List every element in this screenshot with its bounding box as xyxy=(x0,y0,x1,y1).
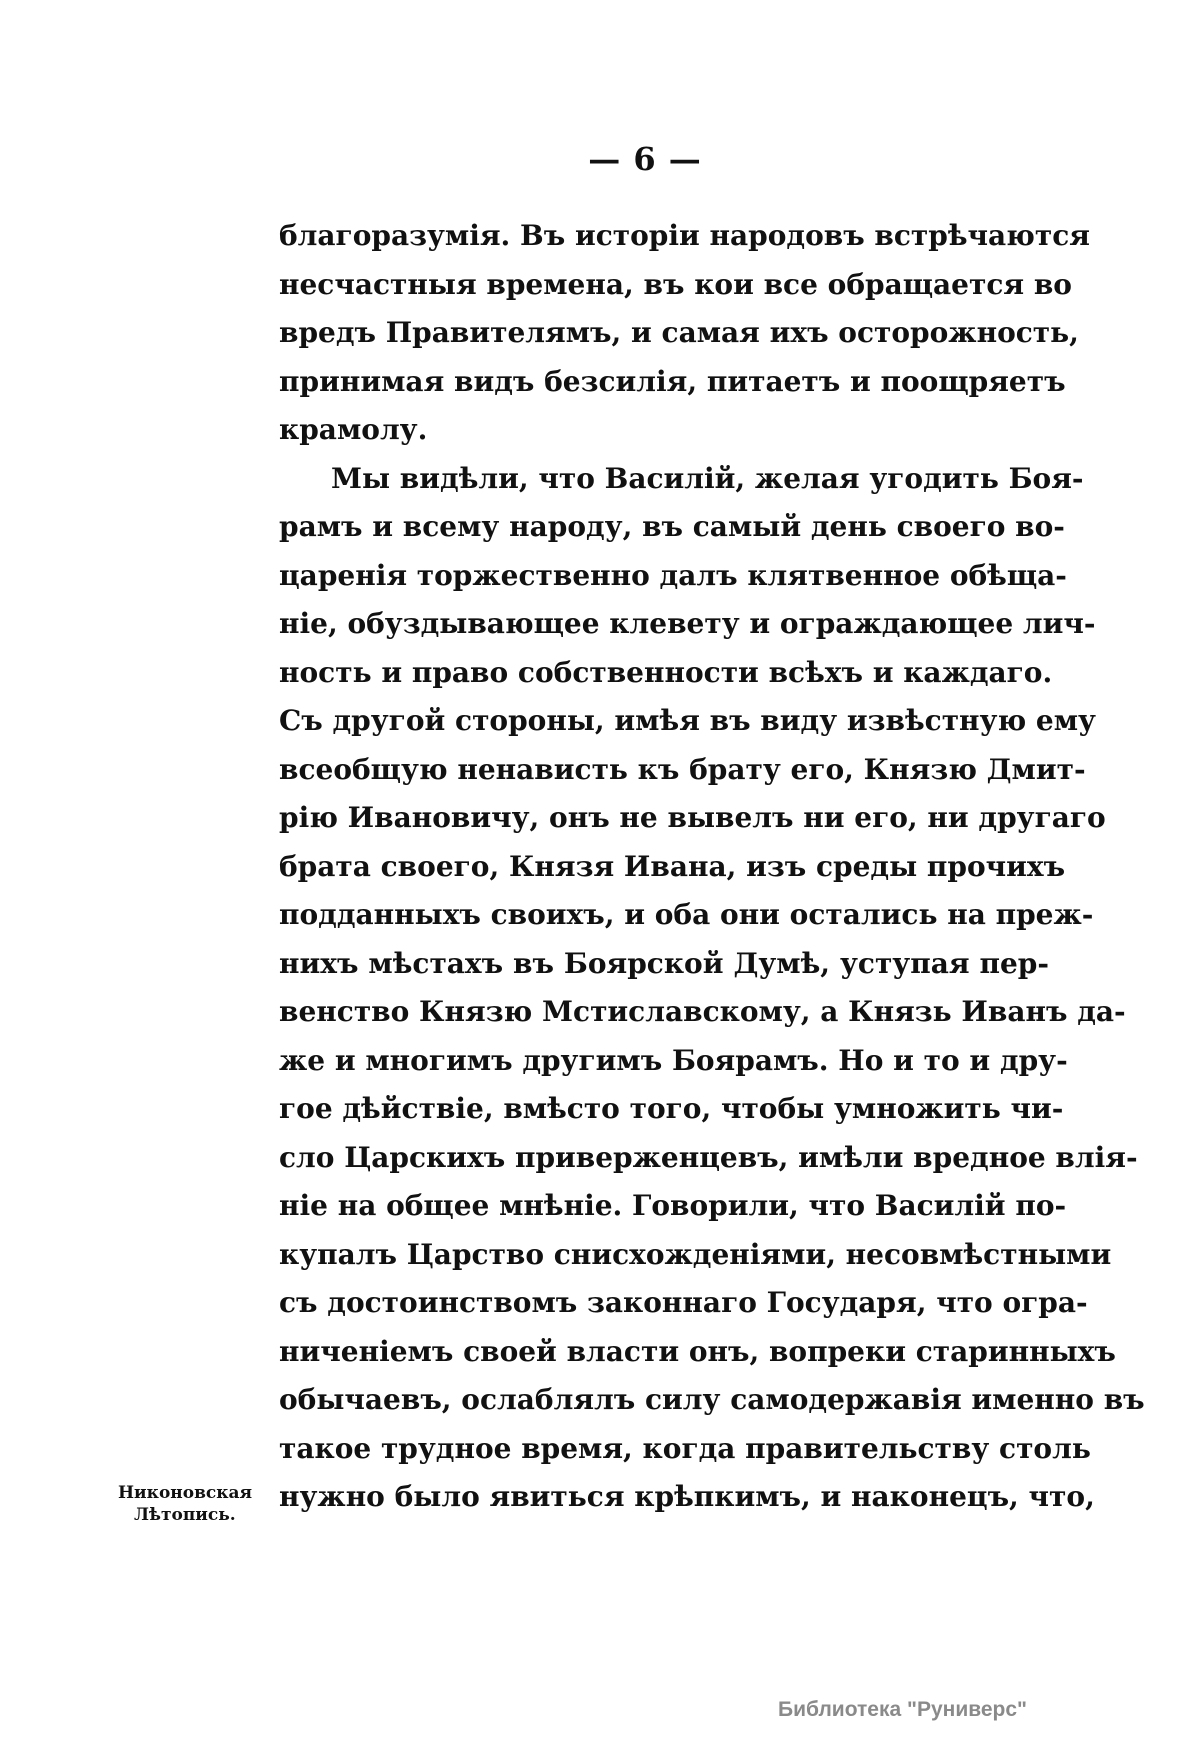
text-line: брата своего, Князя Ивана, изъ среды прочихъ xyxy=(279,849,1066,883)
text-line: сло Царскихъ приверженцевъ, имѣли вредное влія- xyxy=(279,1140,1138,1174)
text-line: ніе, обуздывающее клевету и ограждающее лич- xyxy=(279,607,1096,640)
text-line: Съ другой стороны, имѣя въ виду извѣстную ему xyxy=(279,704,1096,737)
text-line: рамъ и всему народу, въ самый день своего во- xyxy=(279,510,1065,543)
text-line: Мы видѣли, что Василій, желая угодить Боя- xyxy=(331,461,1084,495)
text-line: такое трудное время, когда правительству столь xyxy=(279,1431,1091,1465)
text-line: гое дѣйствіе, вмѣсто того, чтобы умножить чи- xyxy=(279,1092,1064,1125)
margin-note xyxy=(118,1482,278,1526)
library-watermark: Библиотека "Руниверс" xyxy=(778,1698,1028,1721)
text-line: ность и право собственности всѣхъ и каждаго. xyxy=(279,655,1053,689)
text-line: царенія торжественно далъ клятвенное обѣща- xyxy=(279,558,1067,592)
text-line: рію Ивановичу, онъ не вывелъ ни его, ни другаго xyxy=(279,801,1106,834)
text-line: ниченіемъ своей власти онъ, вопреки старинныхъ xyxy=(279,1334,1116,1368)
text-line: вредъ Правителямъ, и самая ихъ осторожность, xyxy=(279,316,1079,349)
text-line: крамолу. xyxy=(279,413,428,446)
text-line: нужно было явиться крѣпкимъ, и наконецъ, что, xyxy=(279,1480,1095,1513)
text-line: купалъ Царство снисхожденіями, несовмѣстными xyxy=(279,1237,1112,1271)
text-line: ніе на общее мнѣніе. Говорили, что Василій по- xyxy=(279,1189,1067,1222)
text-line: всеобщую ненависть къ брату его, Князю Дмит- xyxy=(279,752,1086,786)
margin-note-line: Никоновская xyxy=(118,1483,253,1503)
text-line: благоразумія. Въ исторіи народовъ встрѣчаются xyxy=(279,219,1090,252)
page-number: — 6 — xyxy=(588,140,702,178)
text-line: несчастныя времена, въ кои все обращается во xyxy=(279,267,1072,301)
text-line: обычаевъ, ослаблялъ силу самодержавія именно въ xyxy=(279,1383,1145,1416)
text-line: нихъ мѣстахъ въ Боярской Думѣ, уступая пер- xyxy=(279,946,1049,980)
body-text xyxy=(279,212,1145,1522)
margin-note-line: Лѣтопись. xyxy=(134,1505,236,1525)
text-line: съ достоинствомъ законнаго Государя, что огра- xyxy=(279,1286,1088,1319)
text-line: подданныхъ своихъ, и оба они остались на преж- xyxy=(279,898,1094,931)
text-line: же и многимъ другимъ Боярамъ. Но и то и дру- xyxy=(279,1043,1068,1077)
text-line: венство Князю Мстиславскому, а Князь Иванъ да- xyxy=(279,995,1126,1028)
text-line: принимая видъ безсилія, питаетъ и поощряетъ xyxy=(279,364,1066,398)
